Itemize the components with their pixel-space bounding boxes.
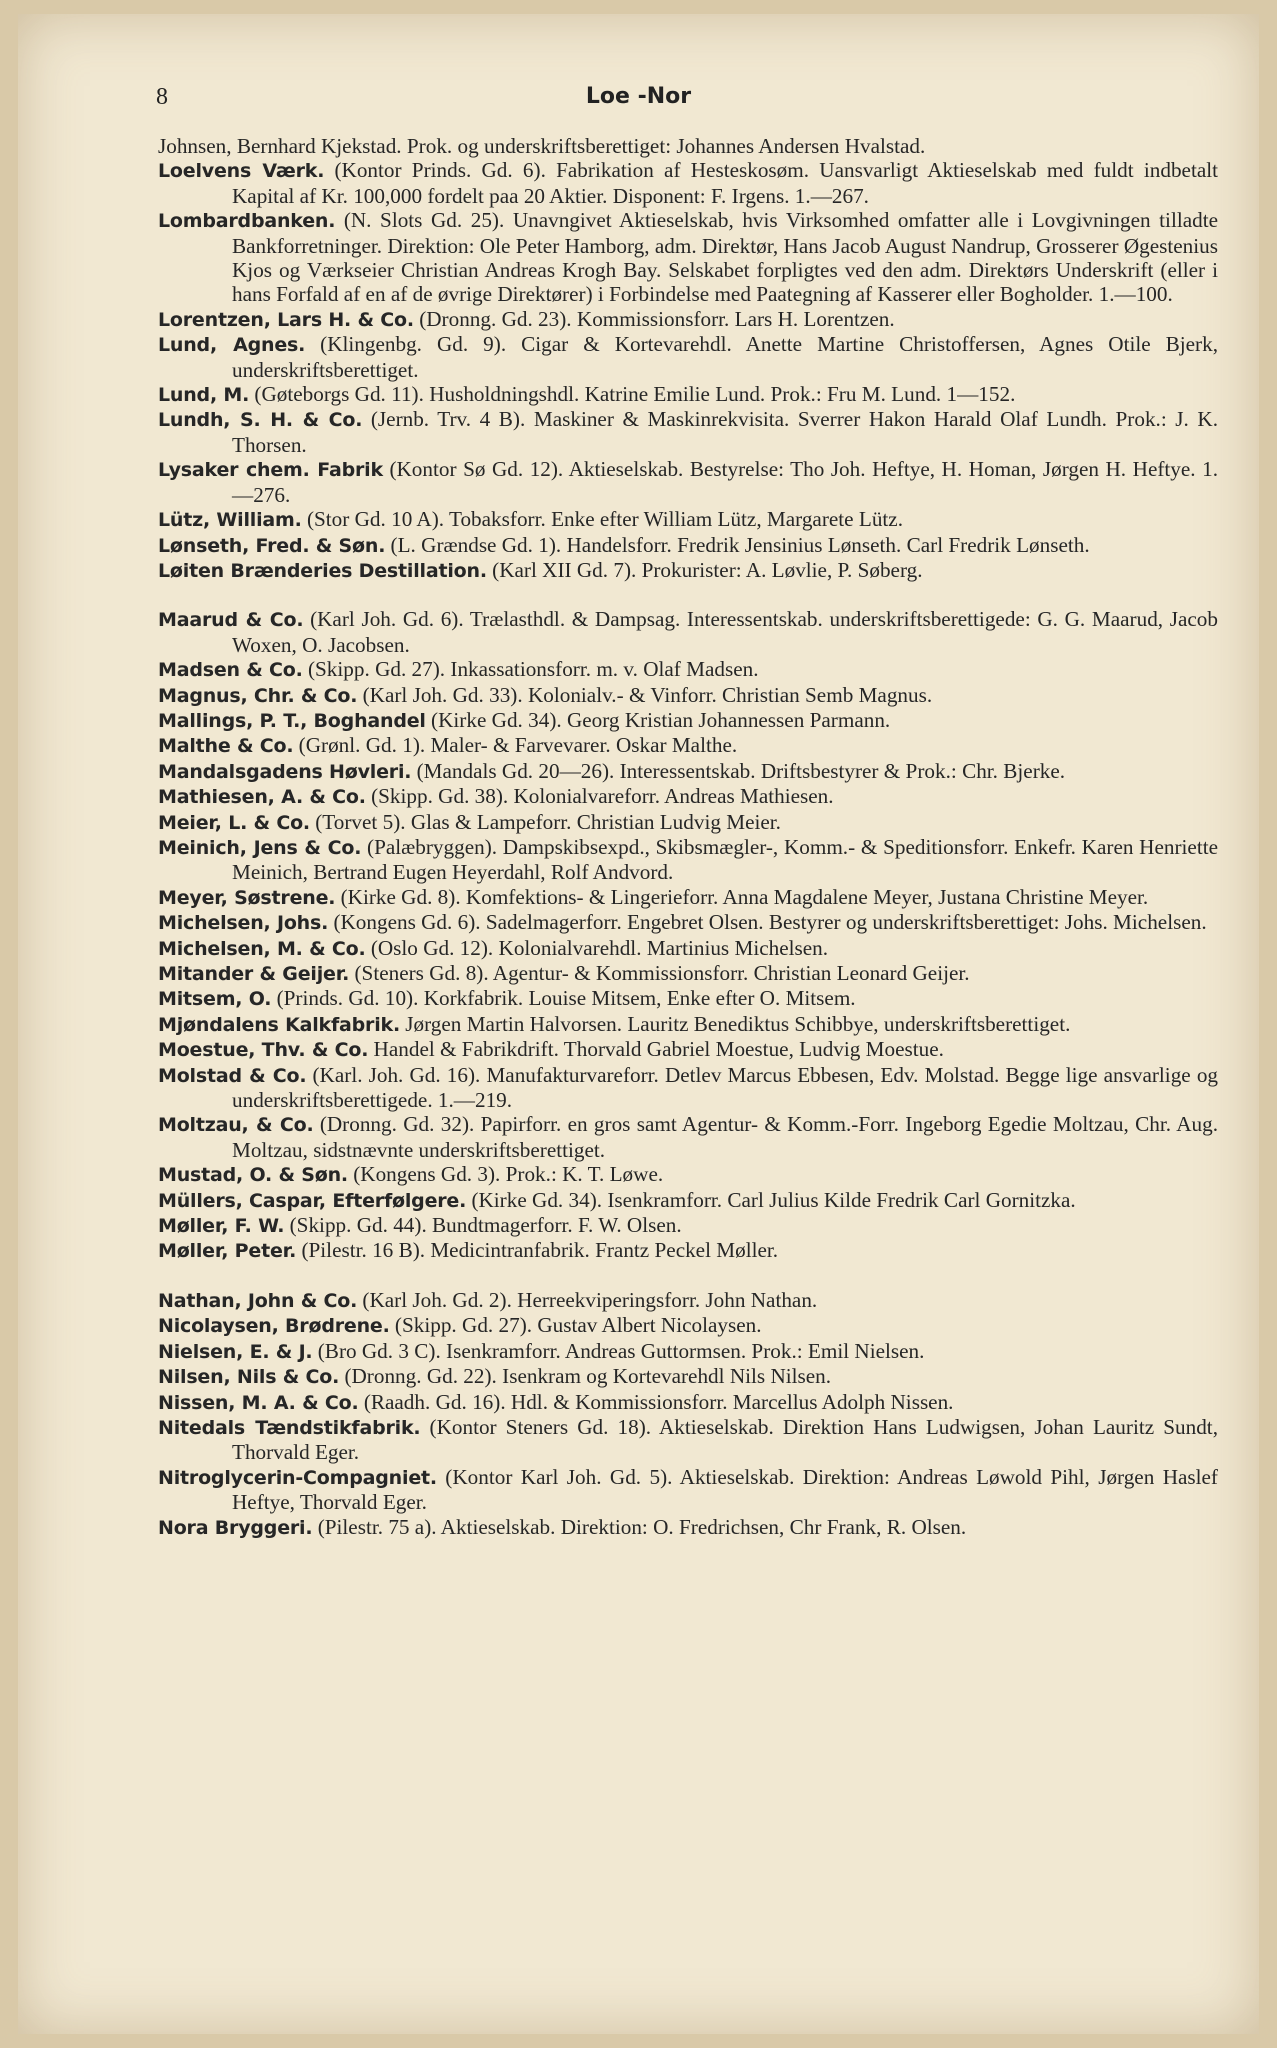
firm-name: Lund, M. [158,384,250,407]
firm-name: Lønseth, Fred. & Søn. [158,534,386,557]
directory-entry [158,134,1218,158]
directory-entry [158,835,1218,885]
entry-text: (Karl Joh. Gd. 2). Herreekviperingsforr. John Nathan. [362,1287,818,1312]
entry-text: (Raadh. Gd. 16). Hdl. & Kommissionsforr. Marcellus Adolph Nissen. [363,1389,954,1414]
directory-entry [158,1188,1218,1213]
directory-entry [158,607,1218,657]
entry-text: (Oslo Gd. 12). Kolonialvarehdl. Martinius Michelsen. [370,935,829,960]
directory-entry [158,961,1218,986]
firm-name: Mathiesen, A. & Co. [158,786,366,809]
page-header [18,84,1259,114]
entry-text: (N. Slots Gd. 25). Unavngivet Aktieselskab, hvis Virksomhed omfatter alle i Lovgivningen tilladte Bankforretninger. Direktion: Ole Peter Hamborg, adm. Direktør, Hans Jacob August Nandrup, Grosserer Øgestenius Kjos og Værkseier Christian Andreas Krogh Bay. Selskabet forpligtes ved den adm. Direktørs Underskrift (eller i hans Forfald af en af de øvrige Direktører) i Forbindelse med Paategning af Kasserer eller Bogholder. 1.—100. [232,208,1219,307]
firm-name: Løiten Brænderies Destillation. [158,559,487,582]
entry-text: (Skipp. Gd. 44). Bundtmagerforr. F. W. Olsen. [289,1213,682,1238]
firm-name: Malthe & Co. [158,735,294,758]
directory-entry [158,1238,1218,1263]
entry-text: (Bro Gd. 3 C). Isenkramforr. Andreas Guttormsen. Prok.: Emil Nielsen. [317,1338,925,1363]
firm-name: Mitander & Geijer. [158,963,350,985]
directory-entry [158,1515,1218,1540]
entry-text: Handel & Fabrikdrift. Thorvald Gabriel Moestue, Ludvig Moestue. [373,1037,944,1062]
firm-name: Nissen, M. A. & Co. [158,1391,359,1414]
directory-entry [158,986,1218,1011]
directory-entry [158,1288,1218,1313]
entry-text: (Pilestr. 75 a). Aktieselskab. Direktion: O. Fredrichsen, Chr Frank, R. Olsen. [317,1514,967,1539]
firm-name: Meier, L. & Co. [158,811,310,834]
entry-text: (Karl Joh. Gd. 6). Trælasthdl. & Dampsag. Interessentskab. underskriftsberettigede: G. G. Maarud, Jacob Woxen, O. Jacobsen. [232,607,1218,657]
firm-name: Møller, F. W. [158,1215,285,1238]
firm-name: Meinich, Jens & Co. [158,836,362,859]
entry-text: (Pilestr. 16 B). Medicintranfabrik. Frantz Peckel Møller. [301,1238,779,1263]
directory-entry [158,558,1218,583]
firm-name: Nora Bryggeri. [158,1516,313,1539]
directory-entry [158,885,1218,910]
entry-text: (L. Grændse Gd. 1). Handelsforr. Fredrik Jensinius Lønseth. Carl Fredrik Lønseth. [390,532,1090,557]
entry-text: Johnsen, Bernhard Kjekstad. Prok. og underskriftsberettiget: Johannes Andersen Hvalstad. [158,134,926,158]
directory-entry [158,332,1218,382]
entry-text: (Dronng. Gd. 22). Isenkram og Kortevarehdl Nils Nilsen. [344,1364,832,1389]
directory-entry [158,1465,1218,1515]
entry-text: (Palæbryggen). Dampskibsexpd., Skibsmægler-, Komm.- & Speditionsforr. Enkefr. Karen Henriette Meinich, Bertrand Eugen Heyerdahl, Rolf Andvord. [232,834,1218,885]
firm-name: Nitroglycerin-Compagniet. [158,1466,437,1489]
firm-name: Lund, Agnes. [158,334,306,357]
entry-text: (Kirke Gd. 34). Georg Kristian Johannessen Parmann. [431,707,891,732]
entry-text: (Kontor Prinds. Gd. 6). Fabrikation af Hesteskosøm. Uansvarligt Aktieselskab med fuldt indbetalt Kapital af Kr. 100,000 fordelt paa 20 Aktier. Disponent: F. Irgens. 1.—267. [232,158,1219,208]
page-number: 8 [156,84,168,110]
directory-entry [158,382,1218,407]
firm-name: Moestue, Thv. & Co. [158,1039,369,1062]
entry-text: (Steners Gd. 8). Agentur- & Kommissionsforr. Christian Leonard Geijer. [354,961,970,985]
firm-name: Nathan, John & Co. [158,1289,358,1312]
entry-text: (Gøteborgs Gd. 11). Husholdningshdl. Katrine Emilie Lund. Prok.: Fru M. Lund. 1—152. [254,382,1016,407]
entry-text: (Skipp. Gd. 27). Inkassationsforr. m. v. Olaf Madsen. [307,657,759,682]
firm-name: Nilsen, Nils & Co. [158,1366,340,1389]
entry-text: (Dronng. Gd. 23). Kommissionsforr. Lars H. Lorentzen. [419,306,895,331]
entry-text: (Skipp. Gd. 27). Gustav Albert Nicolaysen. [394,1313,762,1338]
firm-name: Møller, Peter. [158,1240,297,1263]
directory-entry [158,1313,1218,1338]
firm-name: Loelvens Værk. [158,160,325,183]
directory-entry [158,784,1218,809]
firm-name: Nitedals Tændstikfabrik. [158,1416,421,1439]
directory-entry [158,1213,1218,1238]
entry-text: (Klingenbg. Gd. 9). Cigar & Kortevarehdl. Anette Martine Christoffersen, Agnes Otile Bjerk, underskriftsberettiget. [232,332,1219,382]
firm-name: Meyer, Søstrene. [158,886,336,909]
directory-entry [158,1037,1218,1062]
directory-entry [158,936,1218,961]
entry-text: (Skipp. Gd. 38). Kolonialvareforr. Andreas Mathiesen. [371,784,834,809]
firm-name: Nicolaysen, Brødrene. [158,1315,390,1338]
directory-entry [158,407,1218,457]
directory-entry [158,733,1218,758]
running-title: Loe -Nor [585,84,692,109]
firm-name: Lorentzen, Lars H. & Co. [158,308,414,331]
directory-entry [158,457,1218,507]
entry-text: (Kirke Gd. 34). Isenkramforr. Carl Julius Kilde Fredrik Carl Gornitzka. [471,1187,1076,1212]
entry-text: (Grønl. Gd. 1). Maler- & Farvevarer. Oskar Malthe. [298,733,738,758]
directory-entry [158,1012,1218,1037]
directory-entry [158,810,1218,835]
section-gap [158,1264,1218,1288]
firm-name: Mjøndalens Kalkfabrik. [158,1013,400,1036]
directory-page [18,14,1259,2034]
entry-text: (Karl Joh. Gd. 33). Kolonialv.- & Vinforr. Christian Semb Magnus. [362,682,933,707]
firm-name: Nielsen, E. & J. [158,1340,313,1363]
entry-text: (Jernb. Trv. 4 B). Maskiner & Maskinrekvisita. Sverrer Hakon Harald Olaf Lundh. Prok.: J. K. Thorsen. [232,407,1219,457]
firm-name: Magnus, Chr. & Co. [158,684,358,707]
directory-entry [158,657,1218,682]
entry-text: Jørgen Martin Halvorsen. Lauritz Benediktus Schibbye, underskriftsberettiget. [405,1011,1071,1036]
entry-text: (Kongens Gd. 3). Prok.: K. T. Løwe. [353,1162,664,1187]
directory-entry [158,1339,1218,1364]
directory-entry [158,208,1218,307]
entry-text: (Kongens Gd. 6). Sadelmagerforr. Engebret Olsen. Bestyrer og underskriftsberettiget: Johs. Michelsen. [333,910,1207,935]
firm-name: Lütz, William. [158,509,302,532]
entry-list [158,134,1218,1540]
entry-text: (Prinds. Gd. 10). Korkfabrik. Louise Mitsem, Enke efter O. Mitsem. [276,986,856,1011]
directory-entry [158,708,1218,733]
firm-name: Lundh, S. H. & Co. [158,409,363,432]
entry-text: (Dronng. Gd. 32). Papirforr. en gros samt Agentur- & Komm.-Forr. Ingeborg Egedie Moltzau, Chr. Aug. Moltzau, sidstnævnte underskriftsberettiget. [232,1112,1219,1162]
section-gap [158,583,1218,607]
entry-text: (Torvet 5). Glas & Lampeforr. Christian Ludvig Meier. [315,809,781,834]
entry-text: (Kontor Karl Joh. Gd. 5). Aktieselskab. Direktion: Andreas Løwold Pihl, Jørgen Haslef Heftye, Thorvald Eger. [232,1464,1218,1515]
firm-name: Mandalsgadens Høvleri. [158,760,412,783]
directory-entry [158,533,1218,558]
firm-name: Michelsen, Johs. [158,912,329,935]
firm-name: Maarud & Co. [158,609,304,632]
firm-name: Mustad, O. & Søn. [158,1164,348,1187]
entry-text: (Kirke Gd. 8). Komfektions- & Lingerieforr. Anna Magdalene Meyer, Justana Christine Meyer. [340,884,1149,909]
entry-text: (Kontor Steners Gd. 18). Aktieselskab. Direktion Hans Ludwigsen, Johan Lauritz Sundt, Thorvald Eger. [232,1414,1218,1465]
directory-entry [158,1415,1218,1465]
directory-entry [158,1364,1218,1389]
directory-entry [158,1112,1218,1162]
directory-entry [158,910,1218,935]
entry-text: (Kontor Sø Gd. 12). Aktieselskab. Bestyrelse: Tho Joh. Heftye, H. Homan, Jørgen H. Heftye. 1.—276. [232,457,1219,507]
directory-entry [158,759,1218,784]
entry-text: (Stor Gd. 10 A). Tobaksforr. Enke efter William Lütz, Margarete Lütz. [306,507,904,532]
entry-text: (Karl. Joh. Gd. 16). Manufakturvareforr. Detlev Marcus Ebbesen, Edv. Molstad. Begge lige ansvarlige og underskriftsberettigede. 1.—219. [232,1062,1219,1113]
directory-entry [158,683,1218,708]
directory-entry [158,1063,1218,1113]
firm-name: Molstad & Co. [158,1064,307,1087]
firm-name: Müllers, Caspar, Efterfølgere. [158,1189,467,1212]
firm-name: Madsen & Co. [158,659,303,682]
firm-name: Lysaker chem. Fabrik [158,459,383,482]
firm-name: Mitsem, O. [158,988,272,1011]
firm-name: Michelsen, M. & Co. [158,937,366,960]
firm-name: Moltzau, & Co. [158,1114,314,1137]
firm-name: Lombardbanken. [158,210,336,233]
directory-entry [158,158,1218,208]
directory-entry [158,507,1218,532]
firm-name: Mallings, P. T., Boghandel [158,709,426,732]
entry-text: (Karl XII Gd. 7). Prokurister: A. Løvlie, P. Søberg. [492,557,923,582]
directory-entry [158,1390,1218,1415]
entry-text: (Mandals Gd. 20—26). Interessentskab. Driftsbestyrer & Prok.: Chr. Bjerke. [416,758,1066,783]
directory-entry [158,307,1218,332]
directory-entry [158,1162,1218,1187]
